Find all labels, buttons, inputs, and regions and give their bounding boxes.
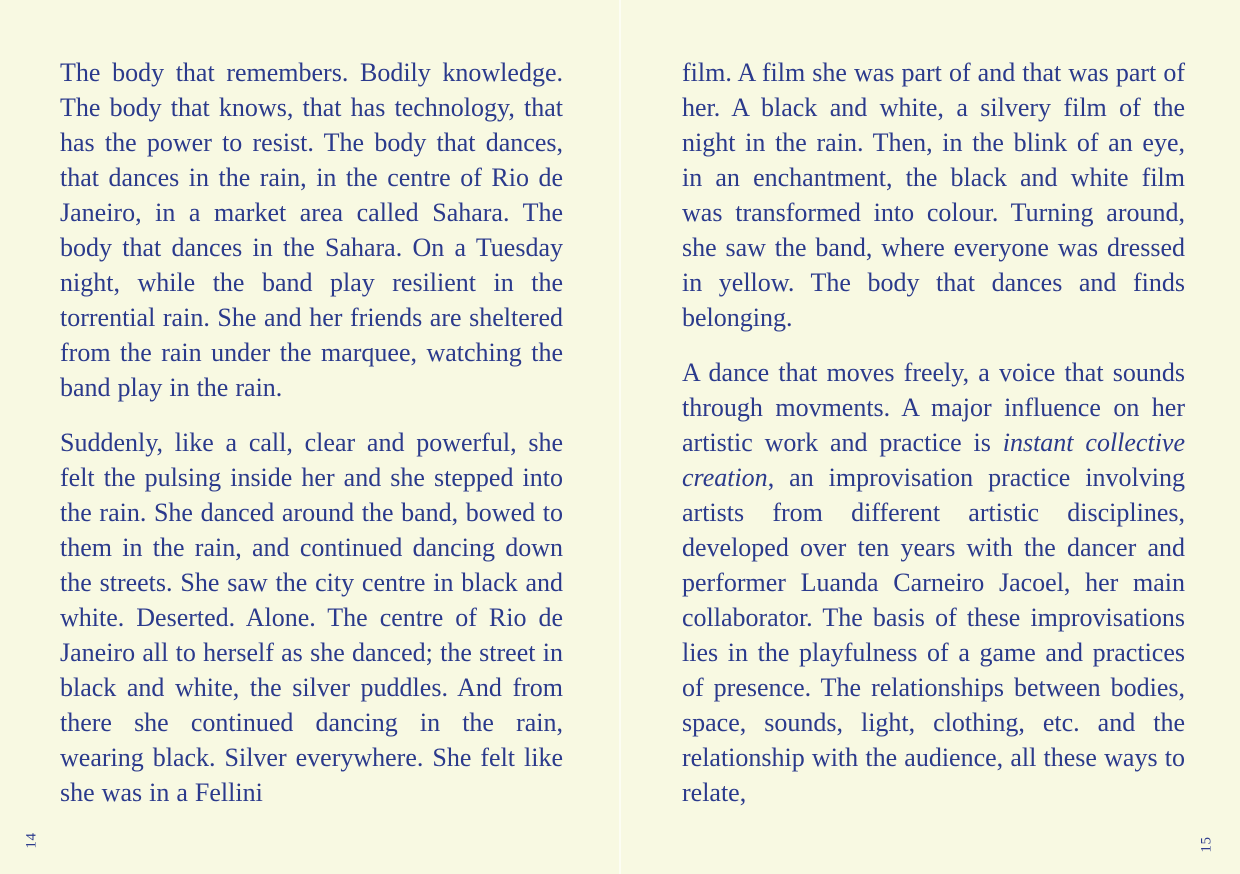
left-page-text-column — [60, 55, 563, 810]
paragraph-segment: , an improvisation practice involving artists from different artistic disciplines, developed over ten years with the dancer and performer Luanda Carneiro Jacoel, her main collaborator. The basis of these improvisations lies in the playfulness of a game and practices of presence. The relationships between bodies, space, sounds, light, clothing, etc. and the relationship with the audience, all these ways to relate, — [682, 463, 1185, 807]
body-paragraph: The body that remembers. Bodily knowledge. The body that knows, that has technology, that has the power to resist. The body that dances, that dances in the rain, in the centre of Rio de Janeiro, in a market area called Sahara. The body that dances in the Sahara. On a Tuesday night, while the band play resilient in the torrential rain. She and her friends are sheltered from the rain under the marquee, watching the band play in the rain. — [60, 58, 563, 402]
body-paragraph: Suddenly, like a call, clear and powerful, she felt the pulsing inside her and she stepped into the rain. She danced around the band, bowed to them in the rain, and continued dancing down the streets. She saw the city centre in black and white. Deserted. Alone. The centre of Rio de Janeiro all to herself as she danced; the street in black and white, the silver puddles. And from there she continued dancing in the rain, wearing black. Silver everywhere. She felt like she was in a Fellini — [60, 428, 563, 807]
right-page-text-column — [682, 55, 1185, 810]
left-page — [0, 0, 619, 874]
body-paragraph — [682, 355, 1185, 810]
right-page — [621, 0, 1240, 874]
paragraph-segment: A dance that moves freely, a voice that sounds through movments. A major influence on her artistic work and practice is — [682, 358, 1185, 457]
page-number: 15 — [1198, 836, 1215, 853]
page-number: 14 — [23, 832, 40, 849]
body-paragraph: film. A film she was part of and that was part of her. A black and white, a silvery film of the night in the rain. Then, in the blink of an eye, in an enchantment, the black and white film was transformed into colour. Turning around, she saw the band, where everyone was dressed in yellow. The body that dances and finds belonging. — [682, 58, 1185, 332]
italic-phrase: instant collective creation — [682, 428, 1185, 492]
